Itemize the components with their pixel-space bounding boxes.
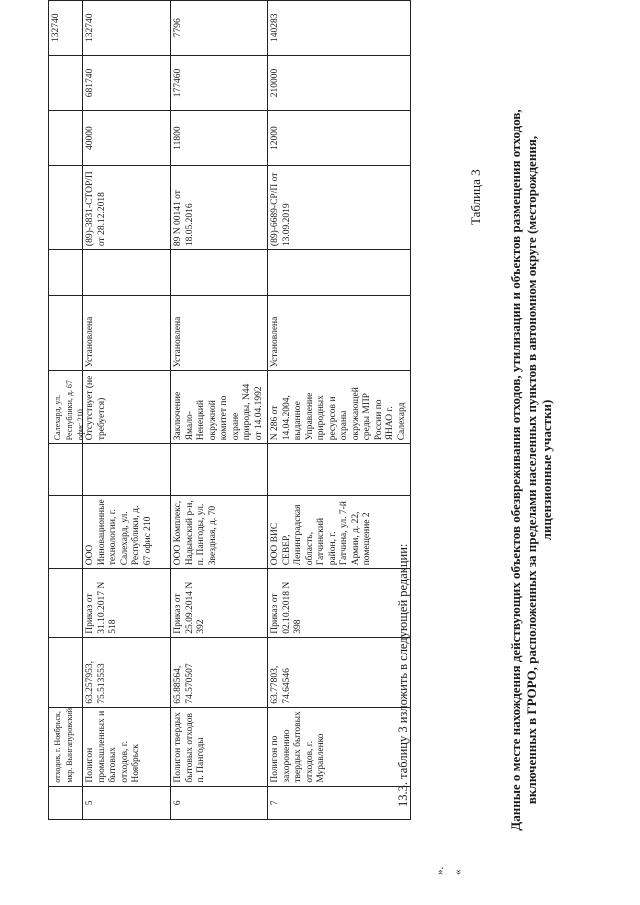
cell-remain: 140283: [268, 1, 411, 56]
cell-order: Приказ от 02.10.2018 N 398: [268, 569, 411, 637]
cell-capacity: 11800: [171, 111, 268, 165]
cell-license: (89)-3831-СТОР/П от 28.12.2018: [83, 165, 171, 249]
cell-name: Полигон по захоронению твердых бытовых отходов, г. Муравленко: [268, 707, 411, 786]
cell-num: 5: [83, 786, 171, 819]
cell-license: (89)-6689-СР/П от 13.09.2019: [268, 165, 411, 249]
table-row: [268, 1, 411, 820]
cell-num: 7: [268, 786, 411, 819]
cell-coords: 63.257953, 75.513553: [83, 637, 171, 707]
cell-capacity: 12000: [268, 111, 411, 165]
cell-empty: [171, 444, 268, 496]
table-row: [83, 1, 171, 820]
cell-name-tail: отходов, г. Ноябрьск, мкр. Вынгапуровский: [49, 707, 83, 786]
cell-empty: [268, 250, 411, 296]
cell-coords: 63.77803, 74.64546: [268, 637, 411, 707]
cell-remain: 132740: [83, 1, 171, 56]
cell-empty: [83, 444, 171, 496]
table-row-continued: [49, 1, 83, 820]
table-row: [171, 1, 268, 820]
cell-num: 6: [171, 786, 268, 819]
cell-volume: 210000: [268, 55, 411, 111]
cell-expertise: Заключение Ямало-Ненецкий окружной комитет по охране природы, N44 от 14.04.1992: [171, 371, 268, 444]
cell-empty: [49, 296, 83, 371]
cell-empty: [49, 250, 83, 296]
table-title: Данные о месте нахождения действующих объектов обезвреживания отходов, утилизации и объектов размещения отходов, включенных в ГРОРО, расположенных за пределами населенных пунктов в автономном округе (месторождения, лицензионные участки): [508, 109, 554, 831]
cell-empty: [49, 165, 83, 249]
cell-empty: [49, 111, 83, 165]
cell-operator: ООО Комплекс, Надымский р-н, п. Пангоды, ул. Звездная, д. 70: [171, 496, 268, 569]
cell-empty: [49, 786, 83, 819]
cell-coords: 65.88564, 74.570507: [171, 637, 268, 707]
cell-empty: [268, 444, 411, 496]
cell-operator: ООО ВИС СЕВЕР, Ленинградская область, Гатчинский район, г. Гатчина, ул. 7-й Армии, д. 22, помещение 2: [268, 496, 411, 569]
cell-empty: [171, 250, 268, 296]
closing-quote: ».: [434, 866, 446, 875]
cell-order: Приказ от 31.10.2017 N 518: [83, 569, 171, 637]
cell-empty: [83, 250, 171, 296]
cell-name: Полигон твердых бытовых отходов п. Пангоды: [171, 707, 268, 786]
cell-szz: Установлена: [83, 296, 171, 371]
cell-empty: [49, 444, 83, 496]
cell-empty: [49, 637, 83, 707]
cell-szz: Установлена: [171, 296, 268, 371]
cell-order: Приказ от 25.09.2014 N 392: [171, 569, 268, 637]
cell-expertise: Отсутствует (не требуется): [83, 371, 171, 444]
cell-szz: Установлена: [268, 296, 411, 371]
cell-empty: [49, 569, 83, 637]
cell-license: 89 N 00141 от 18.05.2016: [171, 165, 268, 249]
cell-capacity: 40000: [83, 111, 171, 165]
table-number: Таблица 3: [468, 169, 483, 225]
cell-volume: 177460: [171, 55, 268, 111]
cell-empty: [49, 496, 83, 569]
cell-operator: ООО Инновационные технологии, г. Салехард, ул. Республики, д. 67 офис 210: [83, 496, 171, 569]
cell-volume: 681740: [83, 55, 171, 111]
landfill-table: [48, 0, 411, 820]
cell-operator-tail: Салехард, ул. Республики, д. 67 офис 210: [49, 371, 83, 444]
section-text: 13.3. таблицу 3 изложить в следующей редакции:: [396, 543, 410, 807]
opening-quote: «: [452, 869, 464, 875]
cell-remain: 7796: [171, 1, 268, 56]
cell-empty: [49, 55, 83, 111]
cell-name: Полигон промышленных и бытовых отходов, г. Ноябрьск: [83, 707, 171, 786]
cell-remain: 132740: [49, 1, 83, 56]
cell-expertise: N 286 от 14.04.2004, выданное Управление природных ресурсов и охраны окружающей среды МПР России по ЯНАО г. Салехард: [268, 371, 411, 444]
